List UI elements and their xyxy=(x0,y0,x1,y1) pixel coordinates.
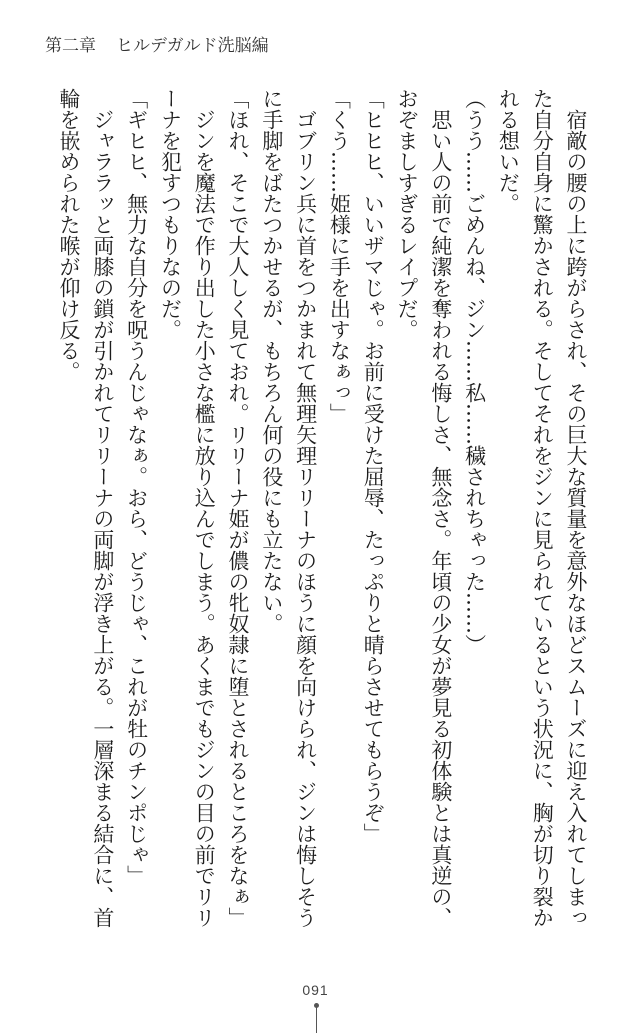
text-line: 「くう……姫様に手を出すなぁっ」 xyxy=(327,88,352,424)
text-line: 「ほれ、そこで大人しく見ておれ。リリーナ姫が儂の牝奴隷に堕とされるところをなぁ」 xyxy=(226,88,251,928)
body-text xyxy=(51,88,592,938)
text-line: 輪を嵌められた喉が仰け反る。 xyxy=(57,88,82,382)
page-number-rule xyxy=(316,1005,317,1033)
text-line: 「ヒヒヒ、いいザマじゃ。お前に受けた屈辱、たっぷりと晴らさせてもらうぞ」 xyxy=(361,88,386,844)
text-line: 「ギヒヒ、無力な自分を呪うんじゃなぁ。おら、どうじゃ、これが牡のチンポじゃ」 xyxy=(124,88,149,886)
text-line: れる想いだ。 xyxy=(496,88,521,214)
running-head xyxy=(45,35,269,57)
text-line: 宿敵の腰の上に跨がらされ、その巨大な質量を意外なほどスムーズに迎え入れてしまっ xyxy=(564,88,588,928)
page-number: 091 xyxy=(302,982,329,998)
chapter-title: ヒルデガルド洗脳編 xyxy=(116,36,269,56)
chapter-label: 第二章 xyxy=(45,36,96,56)
text-line: た自分自身に驚かされる。そしてそれをジンに見られているという状況に、胸が切り裂か xyxy=(530,88,555,928)
text-line: ジンを魔法で作り出した小さな檻に放り込んでしまう。あくまでもジンの目の前でリリ xyxy=(192,88,217,928)
text-line: ゴブリン兵に首をつかまれて無理矢理リリーナのほうに顔を向けられ、ジンは悔しそう xyxy=(293,88,318,928)
text-line: 思い人の前で純潔を奪われる悔しさ、無念さ。年頃の少女が夢見る初体験とは真逆の、 xyxy=(428,88,453,928)
text-line: おぞましすぎるレイプだ。 xyxy=(395,88,420,340)
text-line: （うう……ごめんね、ジン……私……穢されちゃった……） xyxy=(462,88,487,655)
text-line: に手脚をばたつかせるが、もちろん何の役にも立たない。 xyxy=(259,88,284,634)
text-line: ジャララッと両膝の鎖が引かれてリリーナの両脚が浮き上がる。一層深まる結合に、首 xyxy=(90,88,115,928)
text-line: ーナを犯すつもりなのだ。 xyxy=(158,88,183,340)
